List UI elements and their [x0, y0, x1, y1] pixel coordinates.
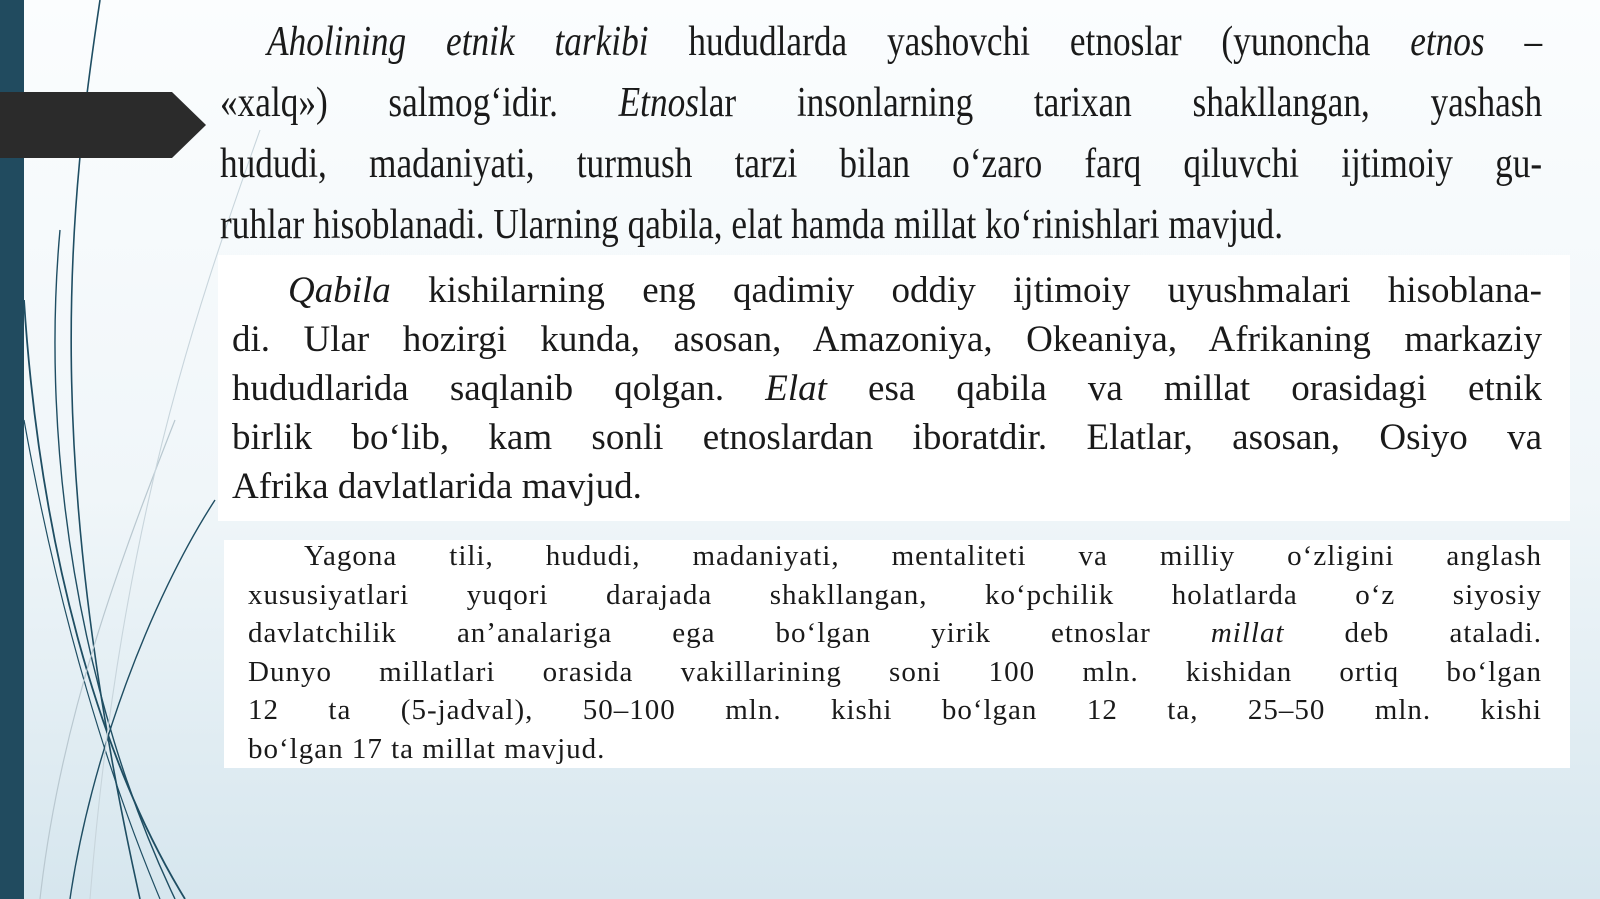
p2-line-1: Qabila kishilarning eng qadimiy oddiy ijtimoiy uyushmalari hisoblana-: [288, 270, 1542, 311]
term-aholining-etnik-tarkibi: Aholining etnik tarkibi: [267, 19, 649, 65]
term-qabila: Qabila: [288, 270, 391, 311]
paragraph-ethnic-composition: [220, 12, 1542, 256]
term-elat: Elat: [765, 368, 827, 409]
p2-line-4: birlik bo‘lib, kam sonli etnoslardan iboratdir. Elatlar, asosan, Osiyo va: [232, 417, 1542, 458]
p1-line-1: Aholining etnik tarkibi hududlarda yashovchi etnoslar (yunoncha etnos –: [267, 19, 1543, 65]
p2-line-2: di. Ular hozirgi kunda, asosan, Amazoniya, Okeaniya, Afrikaning markaziy: [232, 319, 1542, 360]
p2-line-5: Afrika davlatlarida mavjud.: [232, 466, 642, 507]
p3-line-2: xususiyatlari yuqori darajada shakllangan, ko‘pchilik holatlarda o‘z siyosiy: [248, 578, 1542, 611]
p2-line-3: hududlarida saqlanib qolgan. Elat esa qabila va millat orasidagi etnik: [232, 368, 1542, 409]
term-millat: millat: [1210, 617, 1285, 649]
paragraph-millat: [248, 537, 1542, 768]
p3-line-3: davlatchilik an’analariga ega bo‘lgan yirik etnoslar millat deb ataladi.: [248, 617, 1542, 649]
title-arrow-marker: [0, 92, 210, 158]
paragraph-qabila-elat: [232, 266, 1542, 511]
p3-line-6: bo‘lgan 17 ta millat mavjud.: [248, 732, 606, 765]
p1-line-4: ruhlar hisoblanadi. Ularning qabila, elat hamda millat ko‘rinishlari mavjud.: [220, 202, 1284, 248]
p1-line-2: «xalq») salmog‘idir. Etnoslar insonlarning tarixan shakllangan, yashash: [220, 80, 1543, 126]
p1-line-3: hududi, madaniyati, turmush tarzi bilan o‘zaro farq qiluvchi ijtimoiy gu-: [220, 141, 1543, 187]
p3-line-1: Yagona tili, hududi, madaniyati, mentaliteti va milliy o‘zligini anglash: [304, 540, 1542, 572]
term-etnos: Etnos: [618, 80, 699, 126]
p3-line-5: 12 ta (5-jadval), 50–100 mln. kishi bo‘lgan 12 ta, 25–50 mln. kishi: [248, 694, 1542, 726]
p3-line-4: Dunyo millatlari orasida vakillarining soni 100 mln. kishidan ortiq bo‘lgan: [248, 655, 1542, 688]
